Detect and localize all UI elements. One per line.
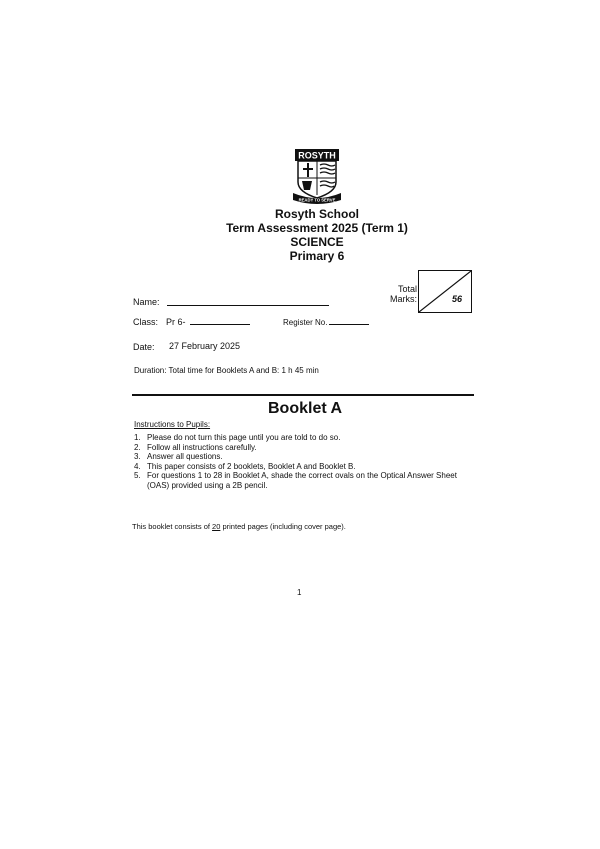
school-name: Rosyth School — [274, 207, 359, 221]
register-label: Register No. — [283, 318, 328, 327]
instruction-item: 4. This paper consists of 2 booklets, Booklet A and Booklet B. — [134, 461, 356, 471]
instructions-heading: Instructions to Pupils: — [134, 420, 211, 429]
instruction-item: 5. For questions 1 to 28 in Booklet A, shade the correct ovals on the Optical Answer Sheet (OAS) provided using a 2B pencil. — [134, 471, 457, 490]
page-number: 1 — [297, 588, 302, 597]
page-count: 20 — [212, 522, 221, 531]
instruction-item: 3. Answer all questions. — [134, 452, 223, 461]
subject-title: SCIENCE — [290, 235, 344, 249]
svg-text:ROSYTH: ROSYTH — [298, 150, 336, 161]
name-label: Name: — [133, 297, 160, 307]
svg-text:READY TO SERVE: READY TO SERVE — [298, 197, 336, 203]
page-count-note: This booklet consists of 20 printed pages (including cover page). — [132, 522, 346, 531]
assessment-title: Term Assessment 2025 (Term 1) — [226, 221, 408, 235]
register-field-line[interactable] — [329, 324, 369, 325]
section-divider — [132, 394, 474, 396]
instructions-list — [134, 433, 474, 490]
marks-diagonal — [419, 271, 471, 312]
class-label: Class: — [133, 317, 159, 327]
date-label: Date: — [133, 342, 155, 352]
total-marks-label: Total Marks: — [390, 284, 417, 304]
level-title: Primary 6 — [289, 249, 345, 263]
date-value: 27 February 2025 — [169, 341, 241, 351]
duration-text: Duration: Total time for Booklets A and B: 1 h 45 min — [134, 366, 319, 375]
name-field-line[interactable] — [167, 305, 329, 306]
school-crest-logo — [292, 148, 342, 204]
instruction-item: 1. Please do not turn this page until you are told to do so. — [134, 433, 341, 442]
total-marks-box — [418, 270, 472, 313]
instruction-item: 2. Follow all instructions carefully. — [134, 442, 257, 452]
booklet-title: Booklet A — [268, 400, 343, 417]
total-marks-value: 56 — [451, 294, 462, 304]
class-field-line[interactable] — [190, 324, 250, 325]
class-prefix: Pr 6- — [166, 317, 186, 327]
